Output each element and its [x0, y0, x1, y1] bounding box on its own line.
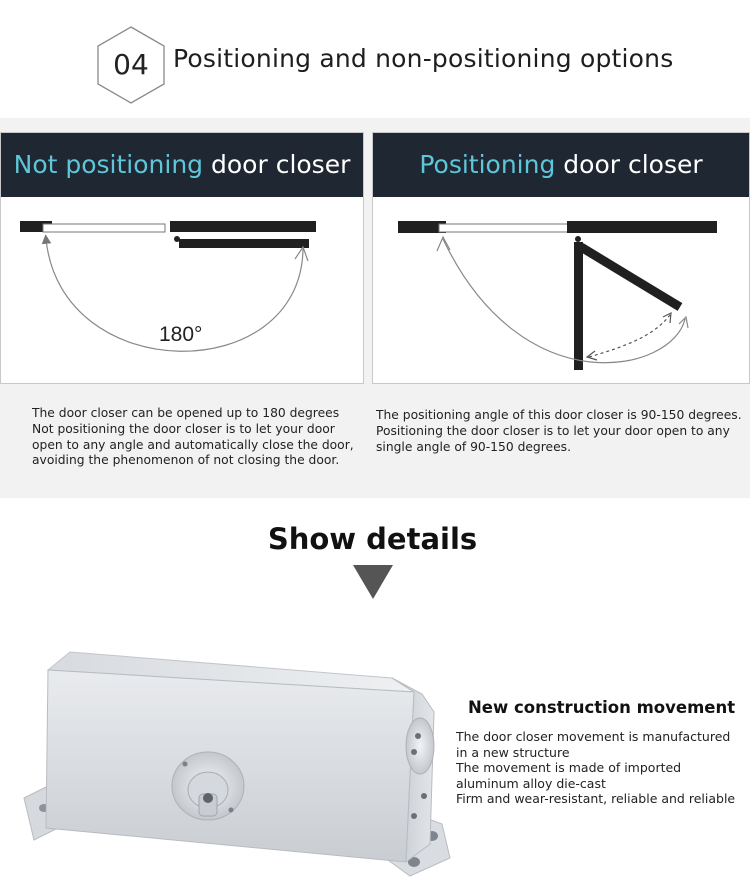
- down-triangle-icon: [353, 565, 393, 599]
- hinge-pivot: [575, 236, 581, 242]
- panel-not-positioning: [0, 132, 364, 384]
- panel-title-highlight: Positioning: [419, 150, 556, 179]
- panel-positioning: [372, 132, 750, 384]
- feature-line: The door closer movement is manufactured: [456, 729, 731, 744]
- feature-line: Firm and wear-resistant, reliable and reliable: [456, 791, 736, 807]
- description-line: open to any angle and automatically close the door,: [32, 437, 354, 452]
- description-line: Not positioning the door closer is to let your door: [32, 421, 335, 436]
- panel-header: [1, 133, 363, 197]
- panel-title: [373, 133, 749, 197]
- wall-right-block: [567, 221, 717, 233]
- description-line: Positioning the door closer is to let your door open to any: [376, 423, 730, 438]
- door-closed: [43, 224, 165, 232]
- range-arrow-end: [663, 313, 671, 323]
- panel-header: [373, 133, 749, 197]
- step-hexagon-badge: [96, 26, 166, 104]
- feature-title: New construction movement: [468, 698, 736, 717]
- door-open-90: [574, 242, 583, 370]
- wall-right-block: [170, 221, 316, 232]
- angle-label-180: 180°: [159, 323, 203, 346]
- door-positioning-diagram: [373, 197, 750, 385]
- panel-title-highlight: Not positioning: [13, 150, 204, 179]
- section-header: [0, 0, 750, 118]
- feature-description: [456, 729, 735, 807]
- arc-arrow-right: [295, 247, 308, 261]
- step-number: 04: [113, 48, 149, 81]
- feature-line: aluminum alloy die-cast: [456, 775, 606, 791]
- not-positioning-description: [32, 406, 354, 469]
- door-180-diagram: [1, 197, 365, 385]
- options-comparison: [0, 118, 750, 498]
- panel-title-rest: door closer: [203, 150, 351, 179]
- feature-line: The movement is made of imported: [456, 760, 682, 776]
- description-line: single angle of 90-150 degrees.: [376, 439, 571, 454]
- positioning-description: [376, 408, 742, 455]
- description-line: The door closer can be opened up to 180 degrees: [32, 406, 340, 420]
- show-details-heading: Show details: [267, 522, 478, 556]
- door-open-180: [179, 239, 309, 248]
- door-open-150: [581, 247, 680, 307]
- panel-title: [1, 133, 363, 197]
- description-line: The positioning angle of this door closer is 90-150 degrees.: [376, 408, 742, 422]
- panel-title-rest: door closer: [555, 150, 703, 179]
- swing-arc: [443, 239, 685, 363]
- section-title: Positioning and non-positioning options: [173, 44, 674, 73]
- description-line: avoiding the phenomenon of not closing the door.: [32, 453, 340, 468]
- door-closed: [439, 224, 573, 232]
- feature-line: in a new structure: [456, 744, 570, 760]
- door-closer-product-image: [22, 648, 452, 880]
